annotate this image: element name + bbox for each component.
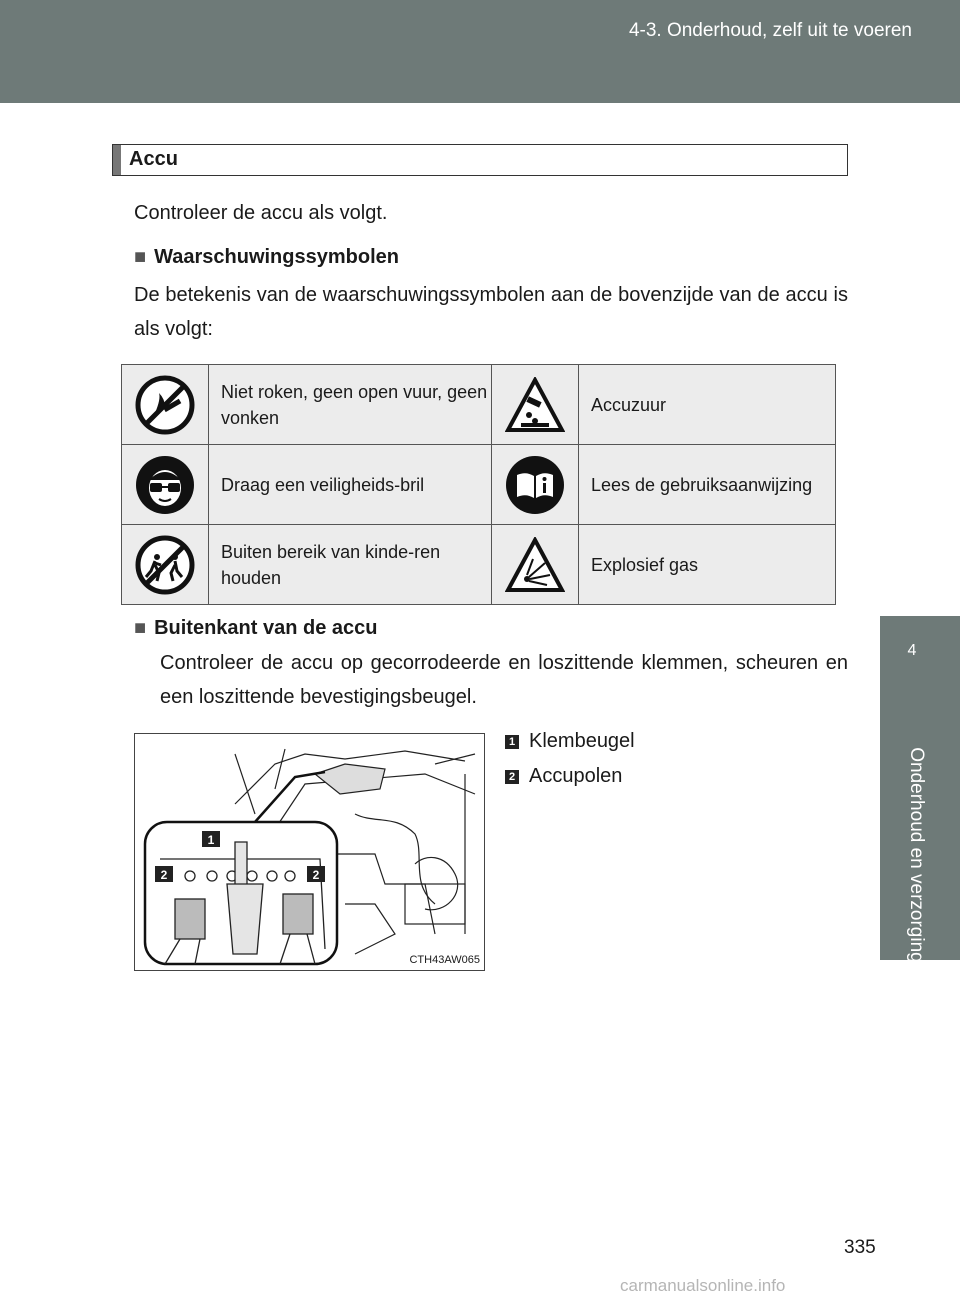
battery-illustration [134,733,485,971]
figure-code: CTH43AW065 [409,954,480,966]
watermark: carmanualsonline.info [620,1276,786,1295]
warning-symbols-heading-text: Waarschuwingssymbolen [154,246,399,268]
section-title: Accu [129,148,178,170]
chapter-heading: 4-3. Onderhoud, zelf uit te voeren [628,20,912,41]
table-cell [492,365,579,445]
warning-symbols-heading [134,246,399,269]
table-cell: Accuzuur [579,365,836,445]
table-cell [492,525,579,605]
square-bullet-icon: ■ [134,617,147,639]
table-row [122,525,836,605]
table-cell: Buiten bereik van kinde-ren houden [209,525,492,605]
safety-goggles-icon [135,455,195,515]
legend-item [505,765,622,788]
table-cell [492,445,579,525]
warning-symbols-description: De betekenis van de waarschuwingssymbolen aan de bovenzijde van de accu is als volgt: [134,284,848,340]
table-row [122,365,836,445]
table-cell [122,525,209,605]
legend-item [505,730,635,753]
legend-label: Accupolen [529,765,623,787]
legend-number: 2 [505,770,519,784]
acid-icon [505,377,565,433]
exterior-heading-text: Buitenkant van de accu [154,617,378,639]
table-cell: Explosief gas [579,525,836,605]
manual-info-icon [505,455,565,515]
side-chapter-tab [880,616,960,963]
table-cell [122,365,209,445]
table-cell: Niet roken, geen open vuur, geen vonken [209,365,492,445]
svg-text:2: 2 [312,868,320,882]
page-number: 335 [844,1237,876,1258]
section-title-bar [113,145,121,175]
table-cell: Lees de gebruiksaanwijzing [579,445,836,525]
legend-number: 1 [505,735,519,749]
warning-symbols-table [121,364,836,605]
svg-text:1: 1 [207,833,215,847]
explosive-gas-icon [505,537,565,593]
keep-away-children-icon [135,535,195,595]
side-tab-label: Onderhoud en verzorging [906,747,927,963]
square-bullet-icon: ■ [134,246,147,268]
intro-text: Controleer de accu als volgt. [134,202,388,224]
battery-engine-bay-drawing [135,734,485,971]
table-cell: Draag een veiligheids-bril [209,445,492,525]
header-band [0,0,960,103]
svg-text:2: 2 [160,868,168,882]
no-smoking-icon [135,375,195,435]
exterior-heading [134,617,378,640]
exterior-description: Controleer de accu op gecorrodeerde en loszittende klemmen, scheuren en een loszittende bevestigingsbeugel. [160,652,848,708]
table-cell [122,445,209,525]
table-row [122,445,836,525]
section-title-box [112,144,848,176]
side-tab-number: 4 [907,642,917,659]
legend-label: Klembeugel [529,730,635,752]
